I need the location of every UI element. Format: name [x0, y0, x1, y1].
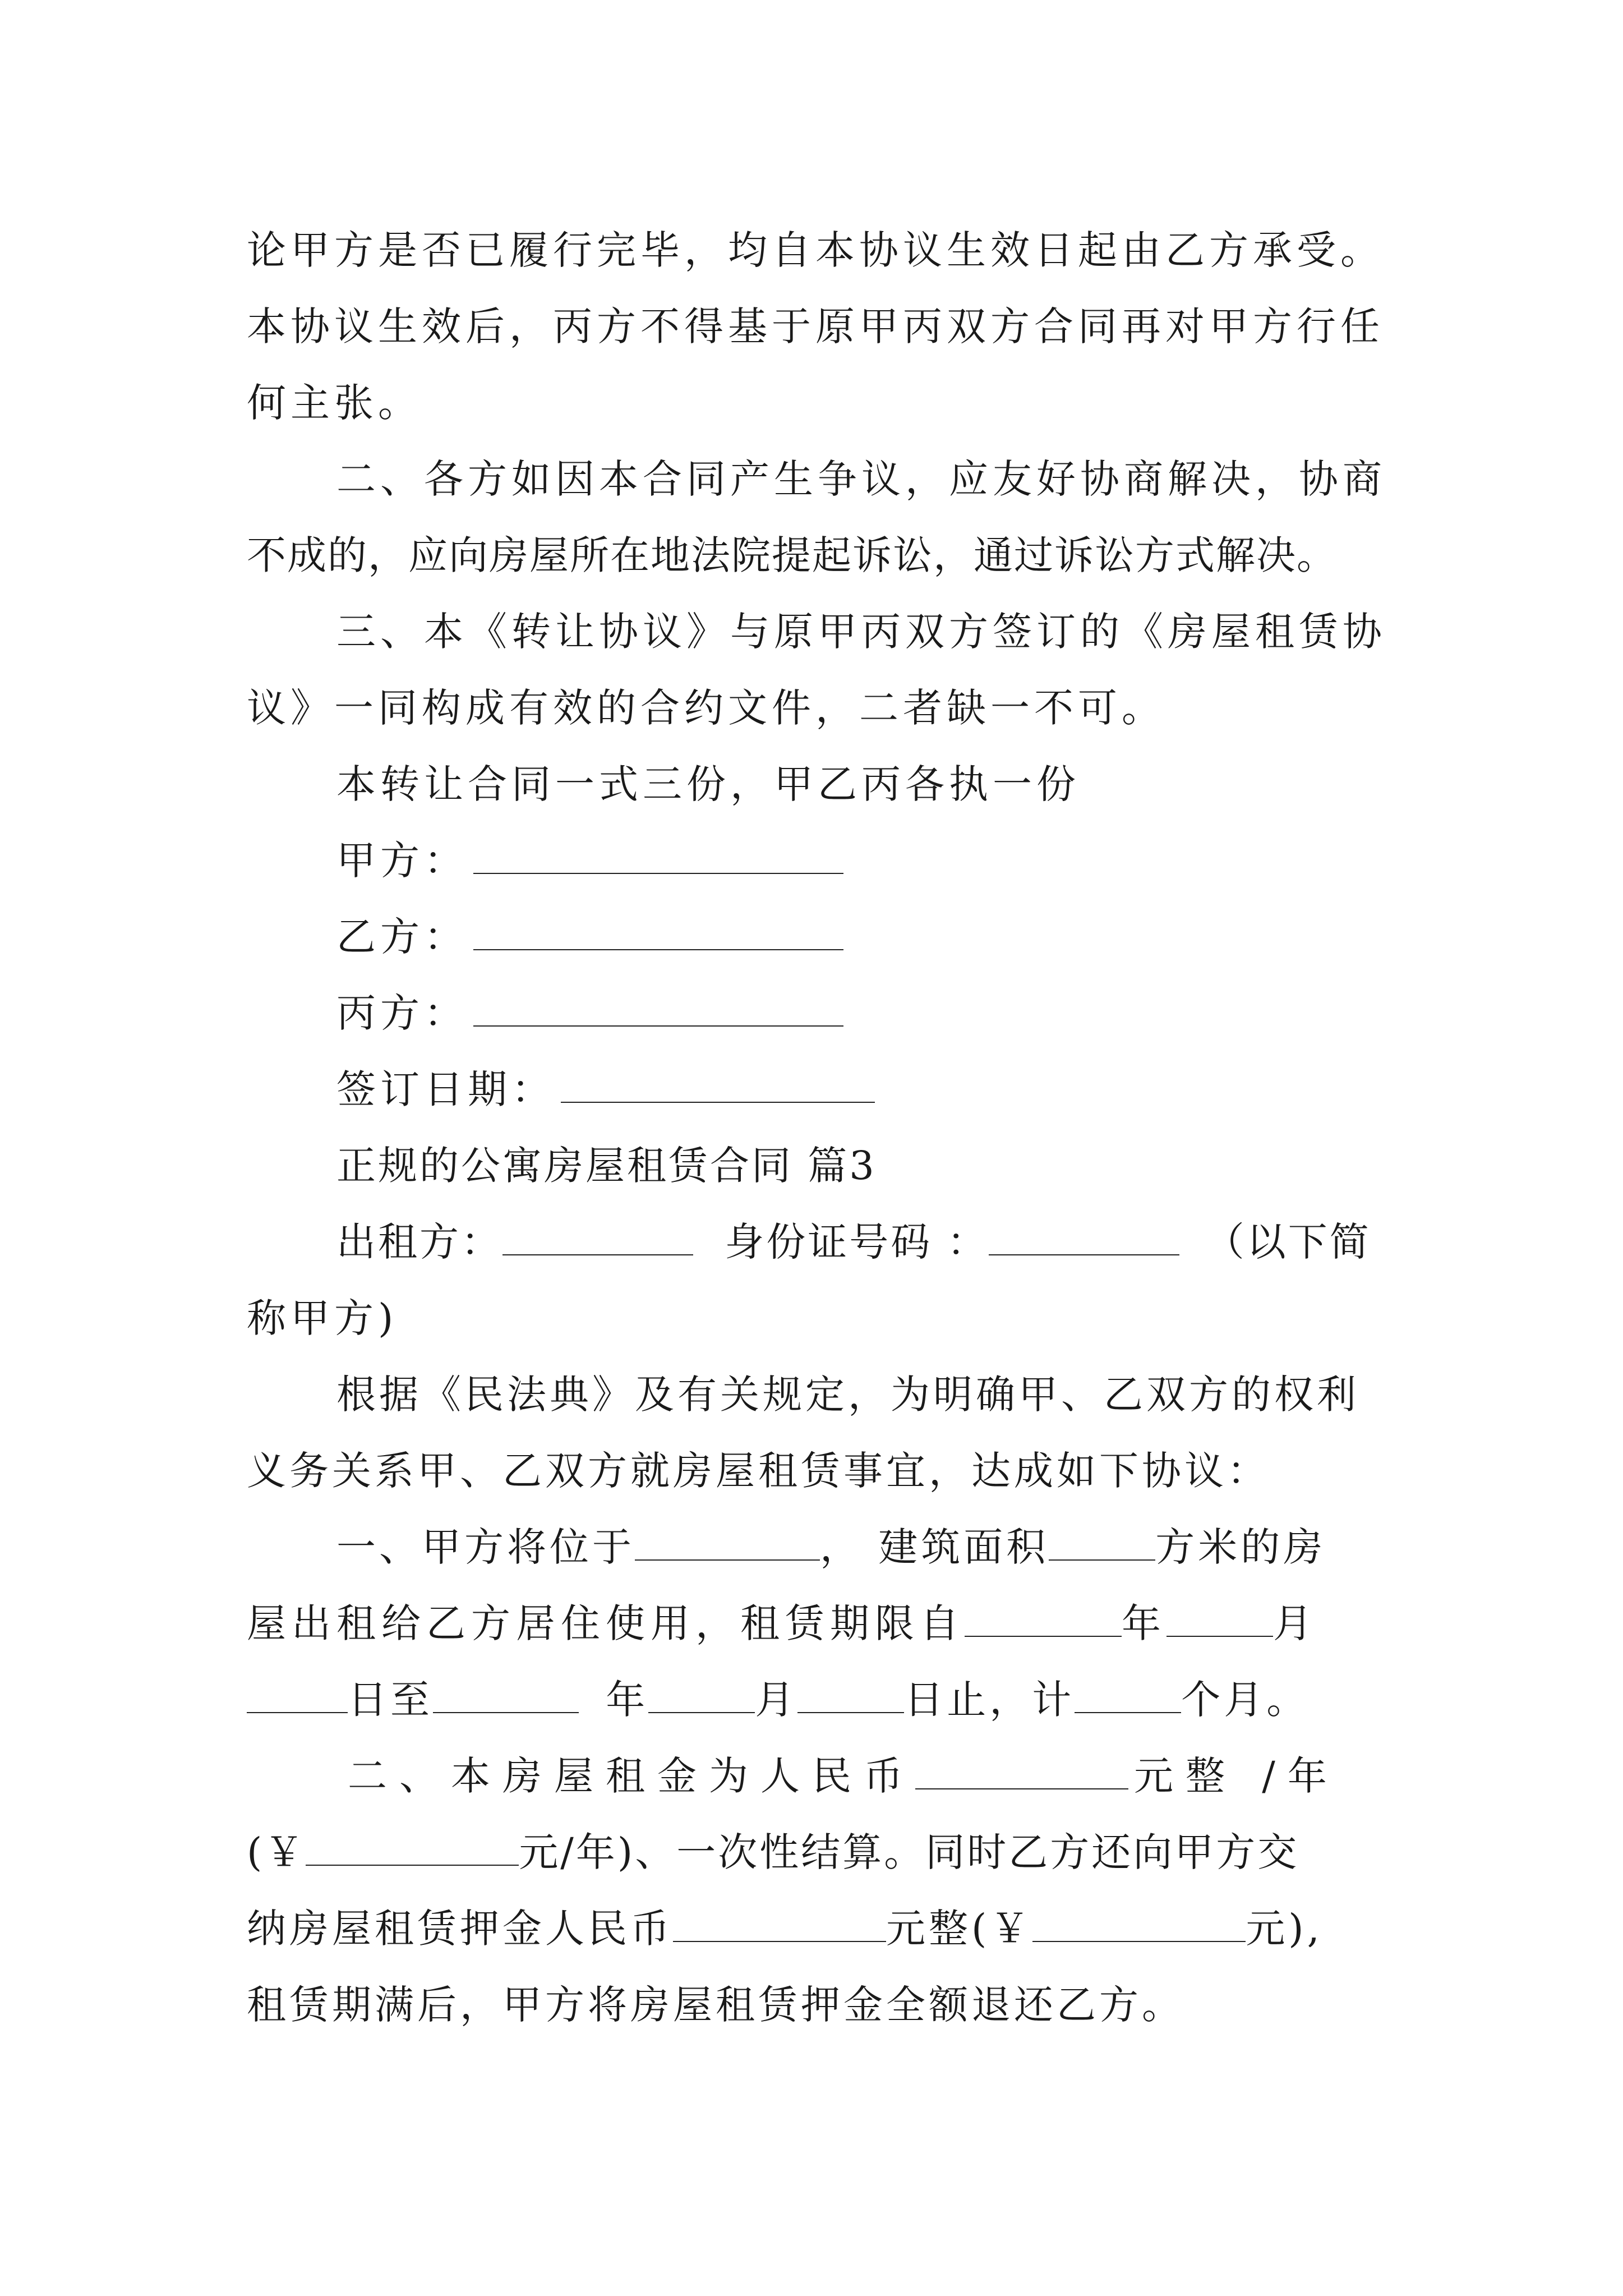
clause-text: 日止，计: [904, 1677, 1075, 1723]
clause2-line2: [247, 1814, 1385, 1890]
start-day-blank: [247, 1681, 348, 1713]
lessor-label: 出租方：: [336, 1219, 502, 1265]
clause1-line1: [247, 1509, 1385, 1585]
clause-text: 元),: [1246, 1906, 1323, 1952]
clause-text: 元整(￥: [886, 1906, 1033, 1952]
paragraph-line: 不成的，应向房屋所在地法院提起诉讼，通过诉讼方式解决。: [247, 532, 1337, 578]
clause-text: 屋出租给乙方居住使用，租赁期限自: [247, 1600, 965, 1646]
lessor-line: [247, 1204, 1385, 1280]
signature-party-c: [247, 975, 1385, 1051]
clause2-line1: [247, 1738, 1385, 1814]
paragraph-line: 三、本《转让协议》与原甲丙双方签订的《房屋租赁协: [336, 609, 1386, 655]
address-blank: [635, 1528, 820, 1561]
deposit-amount-blank: [673, 1910, 886, 1942]
lessor-suffix: （以下简: [1205, 1219, 1371, 1265]
signature-blank: [561, 1070, 875, 1103]
clause-text: 个月。: [1181, 1677, 1310, 1723]
signature-party-b: [247, 899, 1385, 975]
lessor-name-blank: [502, 1223, 693, 1255]
id-label: 身份证号码 ：: [725, 1219, 989, 1265]
paragraph-line: 称甲方): [247, 1295, 398, 1341]
end-day-blank: [797, 1681, 904, 1713]
clause-text: 月: [755, 1677, 798, 1723]
signature-blank: [473, 918, 843, 950]
signature-blank: [473, 994, 843, 1027]
clause-text: 二、本房屋租金为人民币: [348, 1753, 915, 1799]
clause1-line3: [247, 1662, 1385, 1738]
start-month-blank: [1166, 1604, 1273, 1637]
deposit-figure-blank: [1032, 1910, 1246, 1942]
clause1-line2: [247, 1585, 1385, 1662]
signature-date: [247, 1051, 1385, 1128]
rent-figure-blank: [306, 1833, 519, 1866]
signature-label: 乙方：: [336, 914, 468, 960]
section-title: 正规的公寓房屋租赁合同 篇3: [336, 1143, 877, 1189]
paragraph-line: 义务关系甲、乙双方就房屋租赁事宜，达成如下协议：: [247, 1448, 1270, 1494]
paragraph-line: 本转让合同一式三份，甲乙丙各执一份: [336, 761, 1080, 807]
document-body: [247, 212, 1385, 2043]
signature-label: 丙方：: [336, 990, 468, 1036]
clause2-line3: [247, 1890, 1385, 1967]
paragraph-line: 何主张。: [247, 380, 422, 426]
clause-text: 方米的房: [1155, 1524, 1326, 1570]
clause-text: 元/年)、一次性结算。同时乙方还向甲方交: [519, 1829, 1299, 1875]
paragraph-line: 二、各方如因本合同产生争议，应友好协商解决，协商: [336, 456, 1386, 502]
start-year-blank: [965, 1604, 1122, 1637]
signature-label: 签订日期：: [336, 1066, 555, 1112]
signature-blank: [473, 841, 843, 874]
months-blank: [1075, 1681, 1181, 1713]
paragraph-line: 根据《民法典》及有关规定，为明确甲、乙双方的权利: [336, 1372, 1359, 1418]
clause-text: 元整 /年: [1134, 1753, 1339, 1799]
clause-text: (￥: [247, 1829, 306, 1875]
clause-text: 纳房屋租赁押金人民币: [247, 1906, 673, 1952]
signature-label: 甲方：: [336, 838, 468, 884]
paragraph-line: 本协议生效后，丙方不得基于原甲丙双方合同再对甲方行任: [247, 303, 1384, 349]
clause-text: 一、甲方将位于: [336, 1524, 635, 1570]
paragraph-line: 议》一同构成有效的合约文件，二者缺一不可。: [247, 685, 1165, 731]
end-year-blank: [433, 1681, 579, 1713]
clause-text: 月: [1273, 1600, 1318, 1646]
signature-party-a: [247, 822, 1385, 899]
clause-text: ， 建筑面积: [820, 1524, 1049, 1570]
id-number-blank: [989, 1223, 1179, 1255]
clause-text: 年: [590, 1677, 649, 1723]
clause-text: 年: [1122, 1600, 1166, 1646]
paragraph-line: 论甲方是否已履行完毕，均自本协议生效日起由乙方承受。: [247, 227, 1384, 273]
clause-text: 日至: [348, 1677, 433, 1723]
paragraph-line: 租赁期满后，甲方将房屋租赁押金全额退还乙方。: [247, 1982, 1184, 2028]
end-month-blank: [648, 1681, 755, 1713]
area-blank: [1049, 1528, 1155, 1561]
rent-amount-blank: [915, 1757, 1128, 1789]
